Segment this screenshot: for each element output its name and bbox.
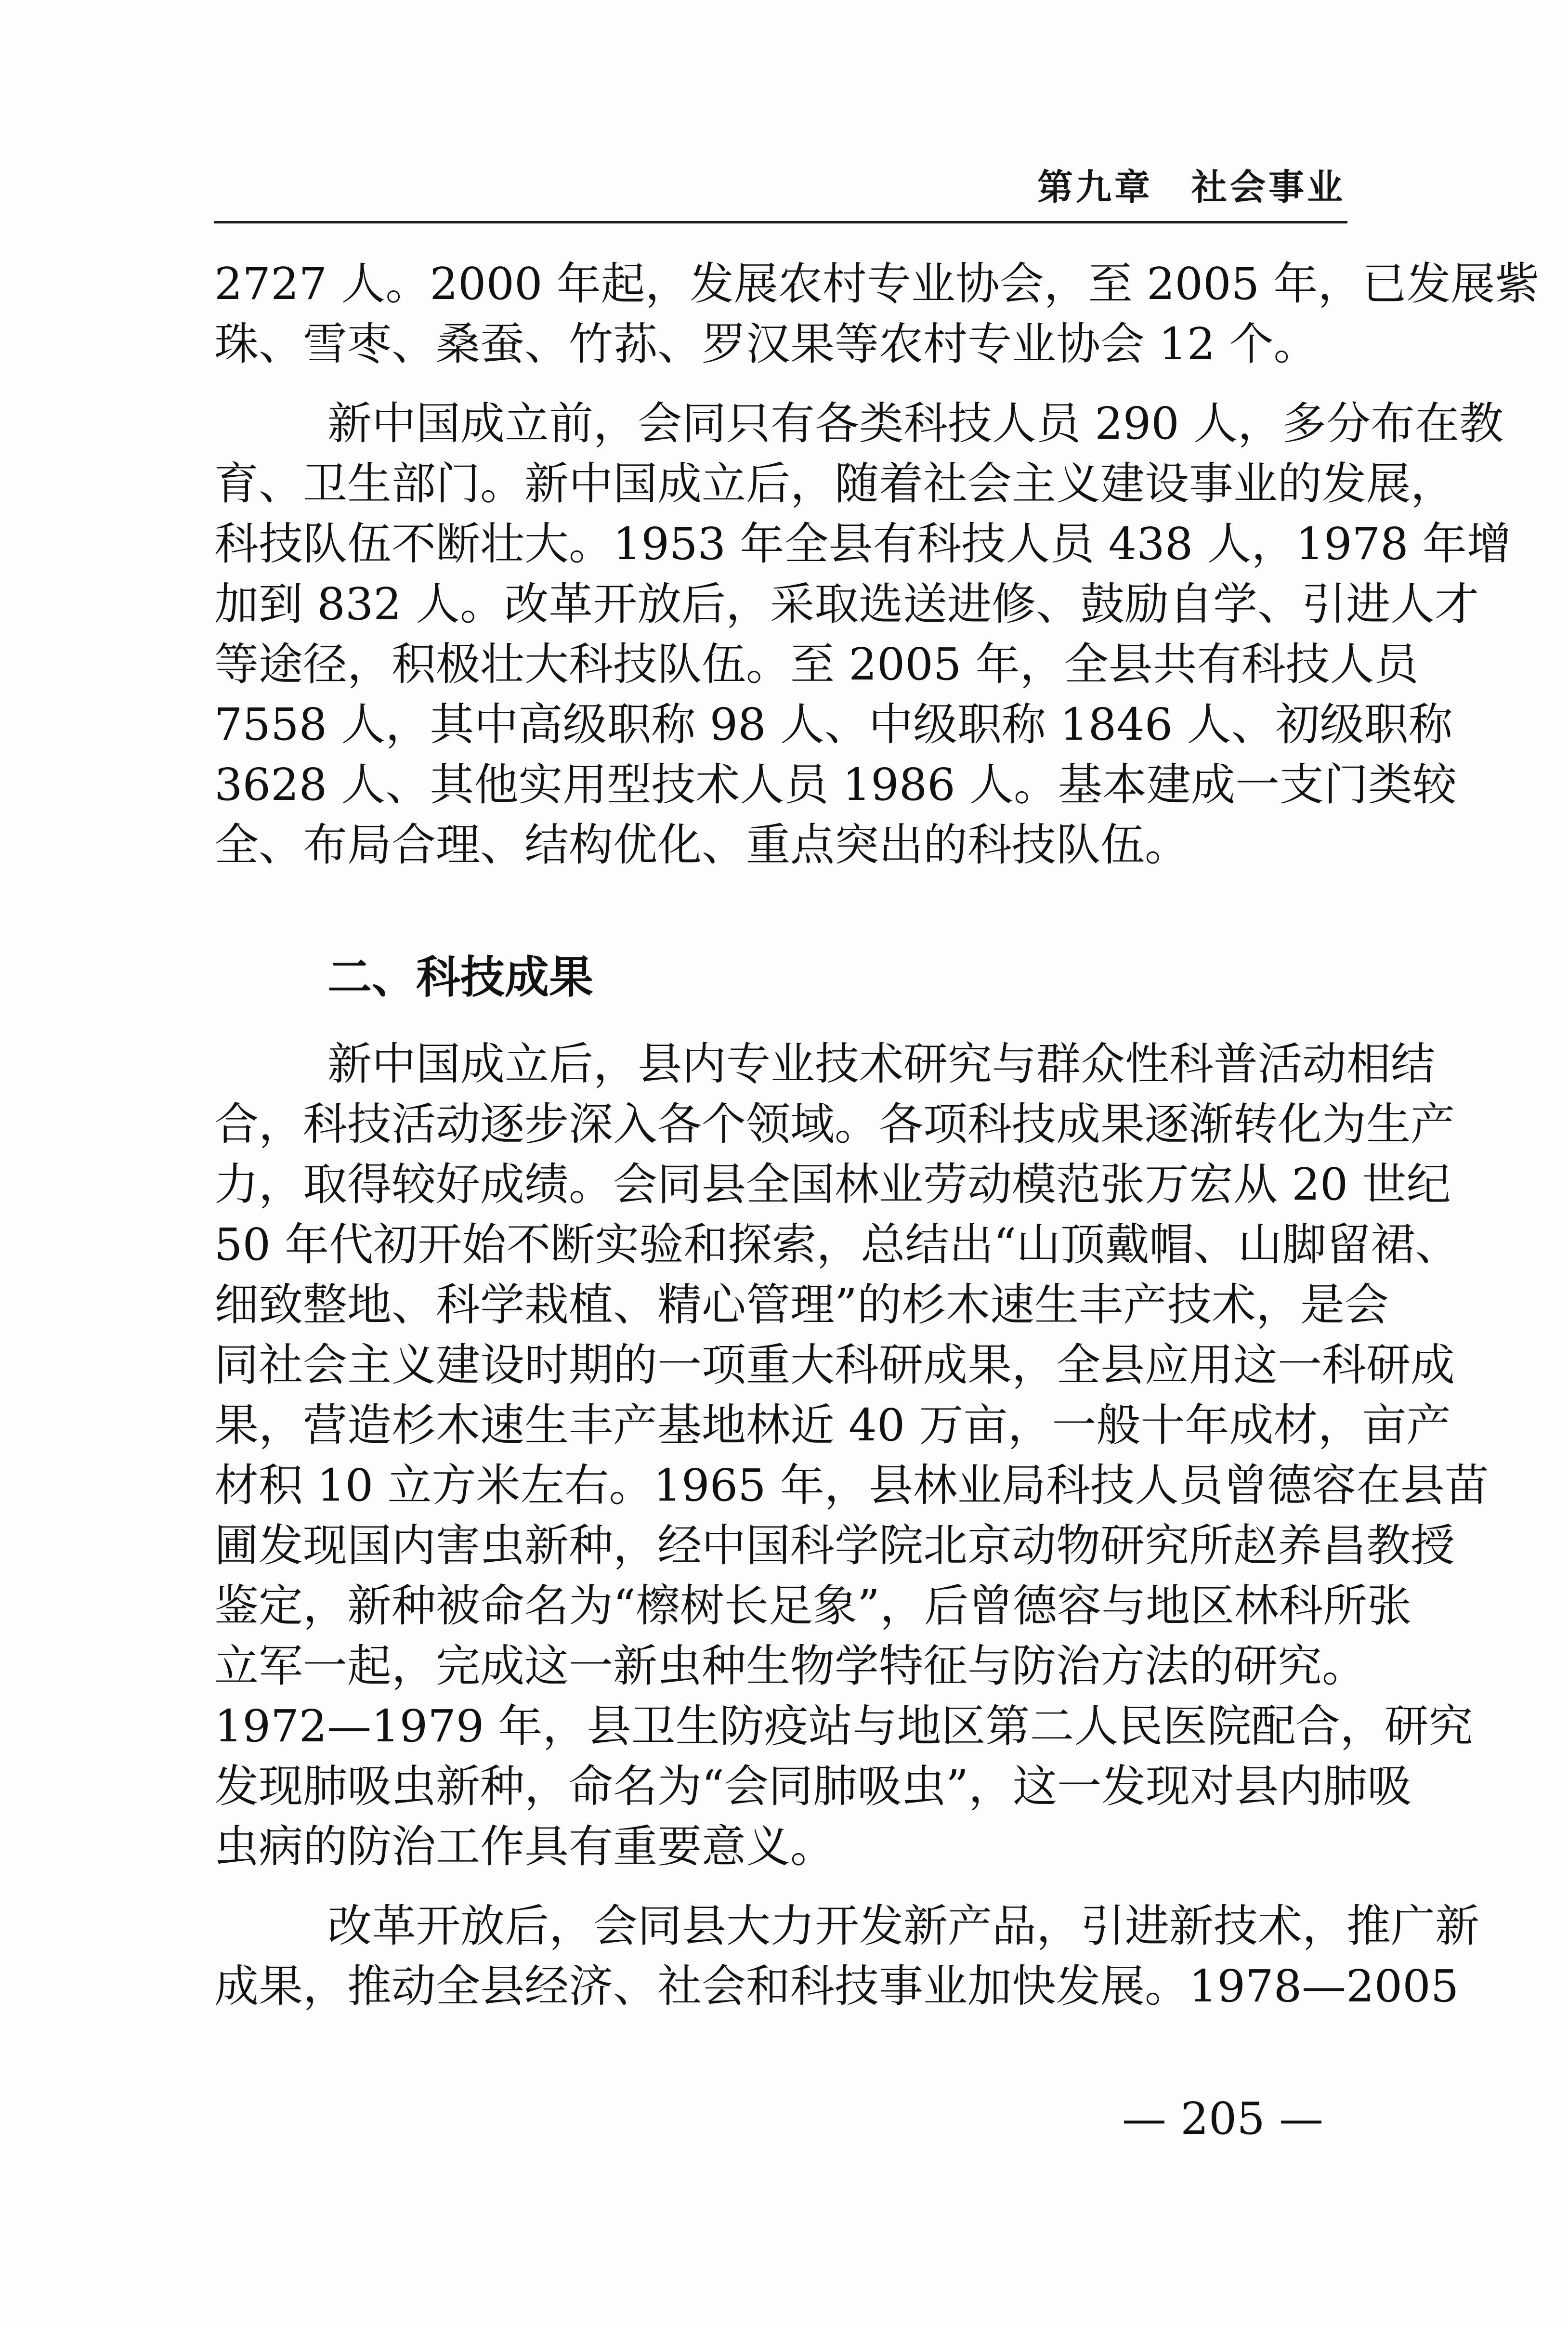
body-line: 2727 人。2000 年起，发展农村专业协会，至 2005 年，已发展紫	[214, 258, 1540, 310]
body-line: 等途径，积极壮大科技队伍。至 2005 年，全县共有科技人员	[214, 639, 1419, 690]
body-line: 同社会主义建设时期的一项重大科研成果，全县应用这一科研成	[214, 1339, 1455, 1391]
body-line: 鉴定，新种被命名为“檫树长足象”，后曾德容与地区林科所张	[214, 1580, 1412, 1632]
body-line: 50 年代初开始不断实验和探索，总结出“山顶戴帽、山脚留裙、	[214, 1219, 1460, 1270]
body-line: 材积 10 立方米左右。1965 年，县林业局科技人员曾德容在县苗	[214, 1460, 1489, 1511]
page-number: — 205 —	[1122, 2093, 1324, 2144]
body-line: 科技队伍不断壮大。1953 年全县有科技人员 438 人，1978 年增	[214, 518, 1511, 570]
running-head: 第九章 社会事业	[1037, 167, 1346, 208]
body-line: 全、布局合理、结构优化、重点突出的科技队伍。	[214, 819, 1189, 871]
body-line: 3628 人、其他实用型技术人员 1986 人。基本建成一支门类较	[214, 759, 1457, 810]
body-line: 虫病的防治工作具有重要意义。	[214, 1821, 835, 1872]
body-line: 立军一起，完成这一新虫种生物学特征与防治方法的研究。	[214, 1640, 1367, 1692]
body-line: 新中国成立后，县内专业技术研究与群众性科普活动相结	[327, 1038, 1436, 1090]
body-line: 果，营造杉木速生丰产基地林近 40 万亩，一般十年成材，亩产	[214, 1399, 1451, 1451]
header-rule	[214, 221, 1347, 223]
body-line: 改革开放后，会同县大力开发新产品，引进新技术，推广新	[327, 1900, 1480, 1952]
section-heading: 二、科技成果	[327, 952, 594, 1003]
body-line: 细致整地、科学栽植、精心管理”的杉木速生丰产技术，是会	[214, 1279, 1389, 1331]
body-line: 7558 人，其中高级职称 98 人、中级职称 1846 人、初级职称	[214, 699, 1453, 750]
body-line: 加到 832 人。改革开放后，采取选送进修、鼓励自学、引进人才	[214, 578, 1479, 630]
body-line: 发现肺吸虫新种，命名为“会同肺吸虫”，这一发现对县内肺吸	[214, 1761, 1412, 1812]
body-line: 新中国成立前，会同只有各类科技人员 290 人，多分布在教	[327, 398, 1504, 449]
body-line: 珠、雪枣、桑蚕、竹荪、罗汉果等农村专业协会 12 个。	[214, 318, 1318, 370]
body-line: 力，取得较好成绩。会同县全国林业劳动模范张万宏从 20 世纪	[214, 1159, 1451, 1210]
body-line: 圃发现国内害虫新种，经中国科学院北京动物研究所赵养昌教授	[214, 1520, 1455, 1571]
body-line: 育、卫生部门。新中国成立后，随着社会主义建设事业的发展，	[214, 458, 1455, 510]
body-line: 1972—1979 年，县卫生防疫站与地区第二人民医院配合，研究	[214, 1700, 1473, 1752]
body-line: 合，科技活动逐步深入各个领域。各项科技成果逐渐转化为生产	[214, 1098, 1455, 1150]
body-line: 成果，推动全县经济、社会和科技事业加快发展。1978—2005	[214, 1960, 1459, 2012]
